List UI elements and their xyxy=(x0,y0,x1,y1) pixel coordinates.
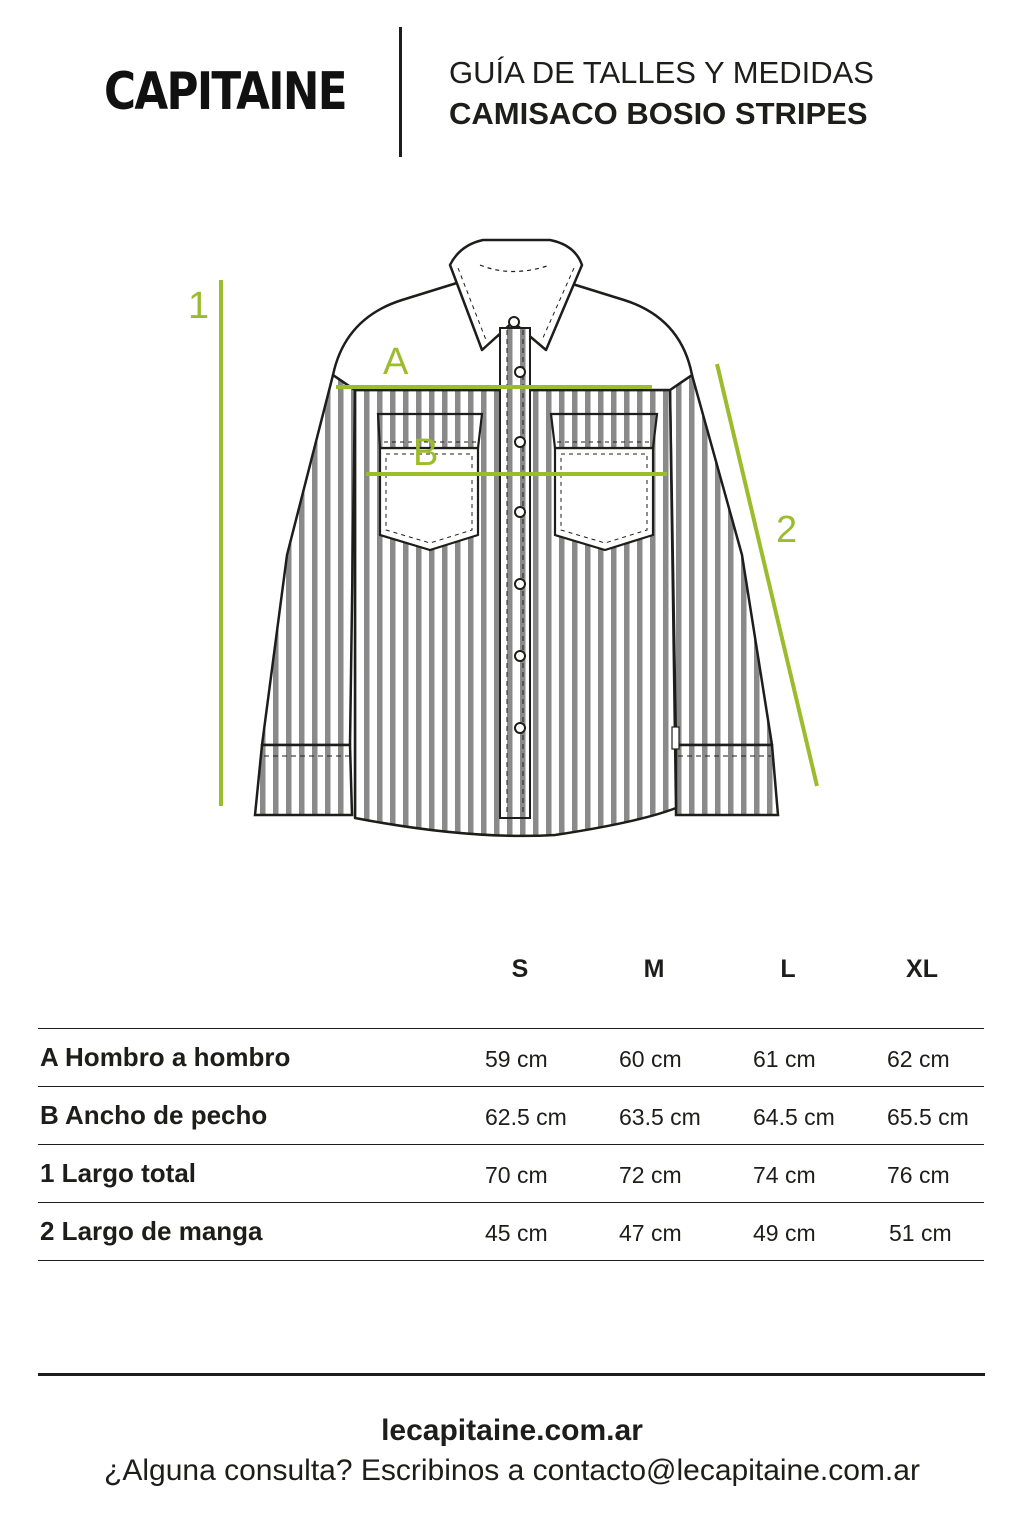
shirt-diagram xyxy=(0,200,1024,880)
measure-label-2: 2 xyxy=(776,509,798,551)
row-label: 2 Largo de manga xyxy=(40,1216,263,1246)
cell-value: 76 cm xyxy=(887,1162,950,1188)
placket xyxy=(500,328,530,818)
contact-text: ¿Alguna consulta? Escribinos a contacto@lecapitaine.com.ar xyxy=(104,1454,920,1487)
website-link[interactable]: lecapitaine.com.ar xyxy=(381,1414,643,1447)
table-row xyxy=(38,1087,984,1145)
size-header-row xyxy=(38,940,984,1029)
row-label: 1 Largo total xyxy=(40,1158,197,1188)
measure-label-b: B xyxy=(413,432,439,474)
left-sleeve xyxy=(262,375,355,745)
button xyxy=(515,437,525,447)
button xyxy=(515,723,525,733)
measure-label-a: A xyxy=(383,341,409,383)
table-row xyxy=(38,1203,984,1261)
cell-value: 65.5 cm xyxy=(887,1104,969,1130)
cell-value: 51 cm xyxy=(889,1220,952,1246)
button xyxy=(515,651,525,661)
cell-value: 62.5 cm xyxy=(485,1104,567,1130)
footer-divider xyxy=(38,1373,985,1376)
row-label: B Ancho de pecho xyxy=(40,1100,268,1130)
table-row xyxy=(38,1145,984,1203)
cell-value: 63.5 cm xyxy=(619,1104,701,1130)
size-header-s: S xyxy=(511,955,529,983)
button xyxy=(515,367,525,377)
button xyxy=(515,507,525,517)
size-header-xl: XL xyxy=(906,955,938,983)
cell-value: 72 cm xyxy=(619,1162,682,1188)
right-pocket xyxy=(555,448,653,550)
right-sleeve xyxy=(670,375,772,745)
cell-value: 70 cm xyxy=(485,1162,548,1188)
right-pocket-flap xyxy=(551,414,657,448)
guide-title: GUÍA DE TALLES Y MEDIDAS xyxy=(449,55,874,90)
cell-value: 62 cm xyxy=(887,1046,950,1072)
measure-label-1: 1 xyxy=(188,285,210,327)
shirt-illustration xyxy=(0,200,1024,880)
size-header-l: L xyxy=(780,955,796,983)
cell-value: 61 cm xyxy=(753,1046,816,1072)
header xyxy=(0,0,1024,170)
size-table xyxy=(38,940,984,1261)
header-divider xyxy=(399,27,402,157)
cell-value: 49 cm xyxy=(753,1220,816,1246)
brand-logo: CAPITAINE xyxy=(104,62,346,122)
row-label: A Hombro a hombro xyxy=(40,1042,291,1072)
button xyxy=(509,317,519,327)
cell-value: 47 cm xyxy=(619,1220,682,1246)
cell-value: 60 cm xyxy=(619,1046,682,1072)
cell-value: 59 cm xyxy=(485,1046,548,1072)
product-name: CAMISACO BOSIO STRIPES xyxy=(449,96,868,131)
button xyxy=(515,579,525,589)
cell-value: 64.5 cm xyxy=(753,1104,835,1130)
cell-value: 74 cm xyxy=(753,1162,816,1188)
size-header-m: M xyxy=(643,955,665,983)
cell-value: 45 cm xyxy=(485,1220,548,1246)
table-row xyxy=(38,1029,984,1087)
side-tag xyxy=(672,727,679,749)
